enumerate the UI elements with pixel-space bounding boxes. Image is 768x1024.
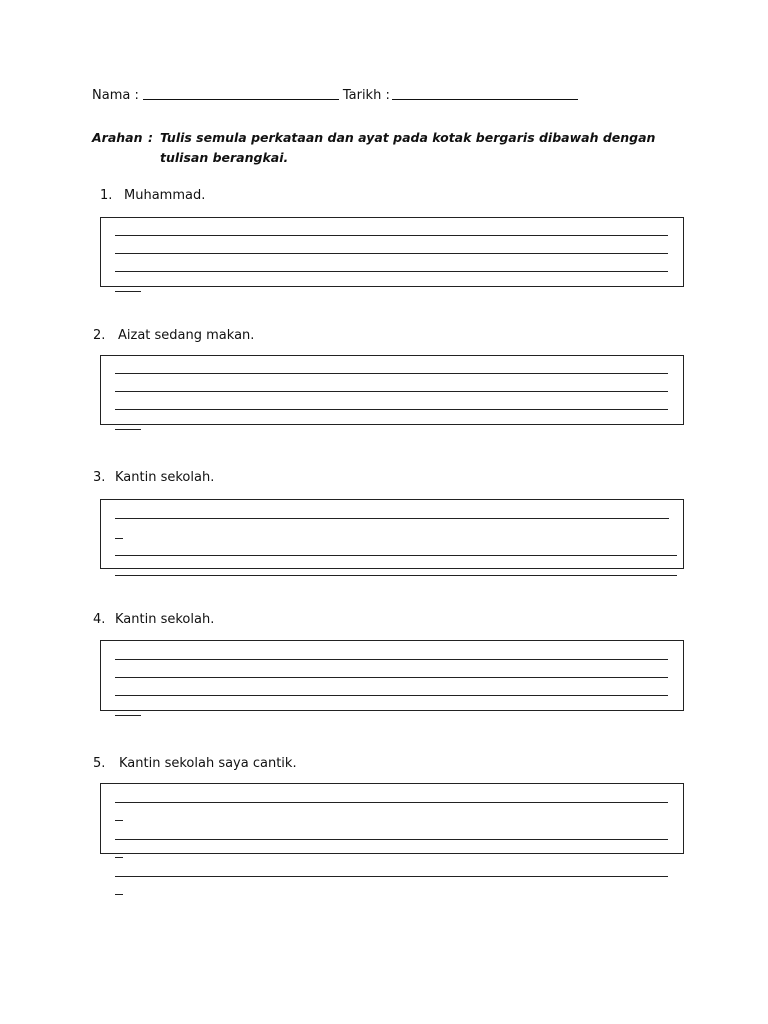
question-3: [93, 470, 214, 485]
question-text: Kantin sekolah saya cantik.: [119, 756, 297, 771]
writing-line-stub: [115, 894, 123, 895]
nama-blank[interactable]: [143, 98, 339, 100]
writing-line: [115, 235, 668, 236]
writing-line: [115, 575, 677, 576]
writing-line: [115, 876, 668, 877]
writing-line: [115, 373, 668, 374]
question-number: 5.: [93, 756, 106, 771]
question-4: [93, 612, 214, 627]
writing-line: [115, 695, 668, 696]
question-number: 2.: [93, 328, 106, 343]
question-text: Muhammad.: [124, 188, 206, 203]
writing-line: [115, 271, 668, 272]
instruction: [92, 128, 655, 168]
question-1: [100, 188, 205, 203]
writing-line: [115, 677, 668, 678]
instruction-label: Arahan: [92, 130, 143, 145]
header-row: [92, 88, 582, 103]
writing-line: [115, 253, 668, 254]
writing-box-5[interactable]: [100, 783, 684, 854]
writing-line-stub: [115, 291, 141, 292]
question-number: 4.: [93, 612, 106, 627]
writing-line: [115, 839, 668, 840]
tarikh-blank[interactable]: [392, 98, 578, 100]
writing-line-stub: [115, 857, 123, 858]
writing-box-2[interactable]: [100, 355, 684, 425]
question-text: Kantin sekolah.: [115, 612, 215, 627]
tarikh-label: Tarikh :: [342, 88, 390, 103]
instruction-colon: :: [148, 130, 153, 145]
question-5: [93, 756, 297, 771]
writing-line-stub: [115, 538, 123, 539]
instruction-line-1: Tulis semula perkataan dan ayat pada kotak bergaris dibawah dengan: [160, 130, 656, 145]
writing-box-1[interactable]: [100, 217, 684, 287]
writing-line-stub: [115, 820, 123, 821]
nama-label: Nama :: [92, 88, 139, 103]
question-2: [93, 328, 254, 343]
writing-line: [115, 409, 668, 410]
writing-box-4[interactable]: [100, 640, 684, 711]
writing-line: [115, 518, 669, 519]
writing-line: [115, 659, 668, 660]
question-text: Kantin sekolah.: [115, 470, 215, 485]
question-number: 3.: [93, 470, 106, 485]
writing-line: [115, 391, 668, 392]
writing-line-stub: [115, 429, 141, 430]
instruction-line-2: tulisan berangkai.: [160, 150, 289, 165]
writing-line: [115, 802, 668, 803]
writing-box-3[interactable]: [100, 499, 684, 569]
question-text: Aizat sedang makan.: [118, 328, 255, 343]
question-number: 1.: [100, 188, 113, 203]
writing-line-stub: [115, 715, 141, 716]
writing-line: [115, 555, 677, 556]
